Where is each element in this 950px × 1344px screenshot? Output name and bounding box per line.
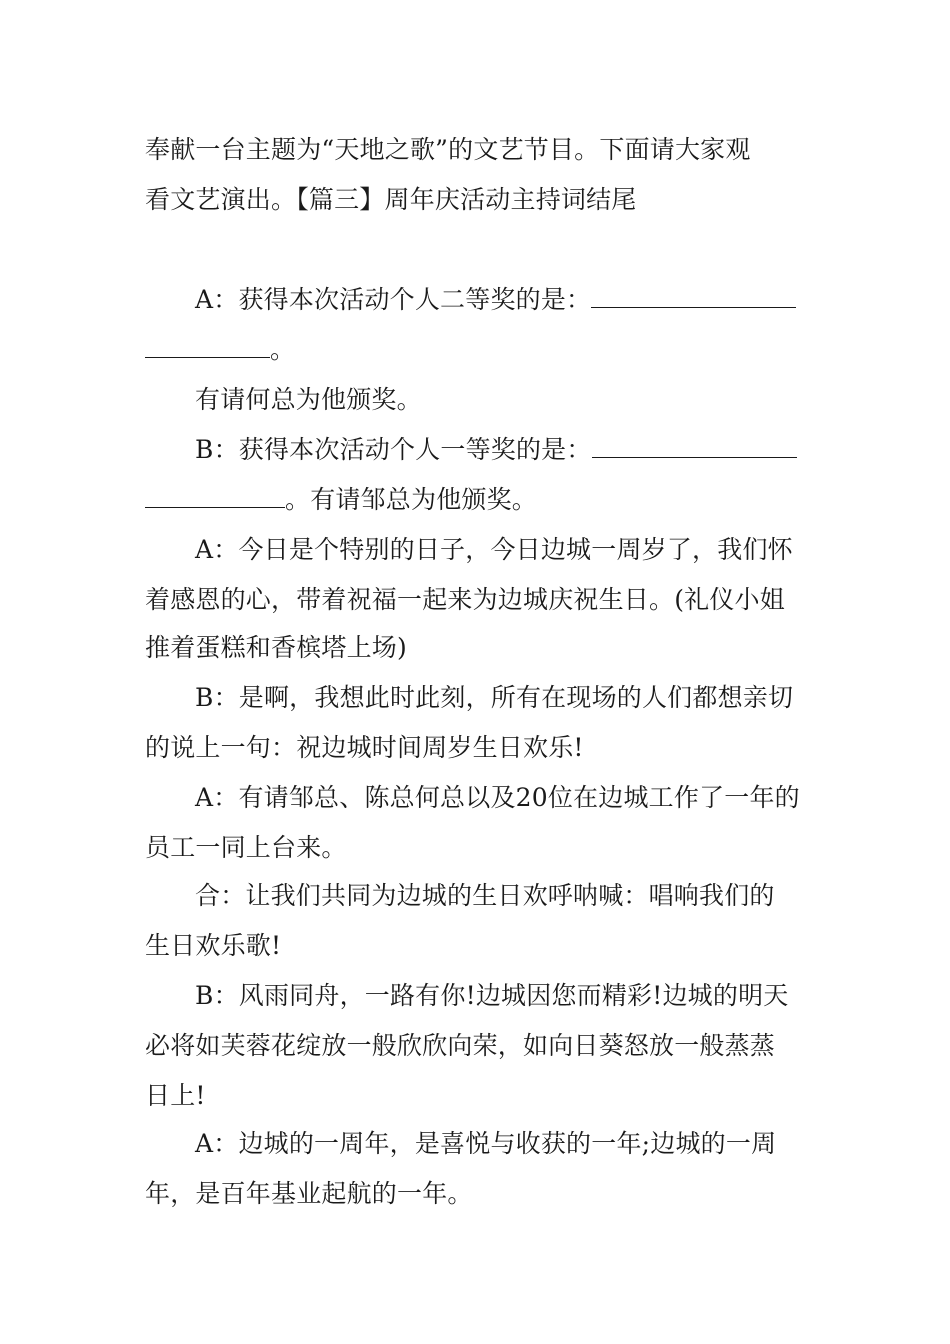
text-line <box>145 1026 810 1066</box>
text-span: 奉献一台主题为“天地之歌”的文艺节目。下面请大家观 <box>145 135 751 164</box>
text-line <box>145 728 810 768</box>
text-line <box>195 678 810 718</box>
text-line <box>145 130 810 170</box>
text-span: B：风雨同舟，一路有你!边城因您而精彩!边城的明天 <box>195 981 789 1010</box>
text-span: 。有请邹总为他颁奖。 <box>285 485 538 514</box>
text-span: A：获得本次活动个人二等奖的是： <box>195 285 592 314</box>
text-line <box>145 580 810 620</box>
text-span: 看文艺演出。【篇三】周年庆活动主持词结尾 <box>145 185 637 214</box>
text-span: 合：让我们共同为边城的生日欢呼呐喊：唱响我们的 <box>195 881 775 910</box>
text-span: 年，是百年基业起航的一年。 <box>145 1179 473 1208</box>
text-span: 必将如芙蓉花绽放一般欣欣向荣，如向日葵怒放一般蒸蒸 <box>145 1031 776 1060</box>
fill-in-blank <box>145 331 270 358</box>
text-line <box>195 976 810 1016</box>
text-line <box>195 430 810 470</box>
text-line <box>145 828 810 868</box>
text-line <box>195 876 810 916</box>
fill-in-blank <box>592 431 797 458</box>
text-span: A：有请邹总、陈总何总以及20位在边城工作了一年的 <box>195 783 800 812</box>
text-line <box>195 380 810 420</box>
text-line <box>195 1124 810 1164</box>
text-line <box>145 330 810 370</box>
text-span: B：是啊，我想此时此刻，所有在现场的人们都想亲切 <box>195 683 794 712</box>
text-span: 有请何总为他颁奖。 <box>195 385 422 414</box>
text-span: 推着蛋糕和香槟塔上场) <box>145 633 407 662</box>
text-line <box>145 480 810 520</box>
text-line <box>195 778 810 818</box>
text-span: A：今日是个特别的日子，今日边城一周岁了，我们怀 <box>195 535 793 564</box>
text-line <box>195 280 810 320</box>
text-span: B：获得本次活动个人一等奖的是： <box>195 435 592 464</box>
text-line <box>145 1174 810 1214</box>
text-span: 着感恩的心，带着祝福一起来为边城庆祝生日。(礼仪小姐 <box>145 585 785 614</box>
text-span: 的说上一句：祝边城时间周岁生日欢乐! <box>145 733 584 762</box>
text-span: 日上! <box>145 1081 206 1110</box>
text-line <box>145 628 810 668</box>
fill-in-blank <box>145 481 285 508</box>
fill-in-blank <box>591 281 796 308</box>
text-span: 。 <box>270 335 296 364</box>
text-line <box>145 1076 810 1116</box>
text-span: A：边城的一周年，是喜悦与收获的一年;边城的一周 <box>195 1129 777 1158</box>
text-line <box>145 926 810 966</box>
text-line <box>195 530 810 570</box>
text-span: 员工一同上台来。 <box>145 833 347 862</box>
text-line <box>145 180 810 220</box>
text-span: 生日欢乐歌! <box>145 931 282 960</box>
